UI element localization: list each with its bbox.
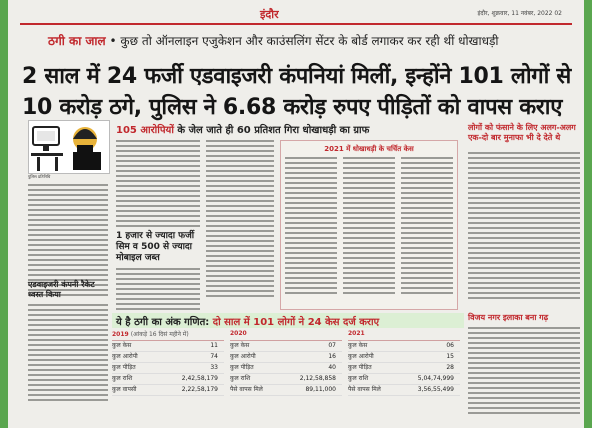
stats-band-title: दो साल में 101 लोगों ने 24 केस दर्ज कराए (212, 317, 380, 328)
table-row: कुल वापसी 2,22,58,179 (112, 385, 224, 396)
table-row: कुल पीड़ित 40 (230, 363, 342, 374)
table-row: कुल राशि 5,04,74,999 (348, 374, 460, 385)
year-label: 2021 (348, 330, 365, 337)
city-name: इंदौर (260, 8, 279, 21)
headline-line-1: 2 साल में 24 फर्जी एडवाइजरी कंपनियां मिलीं, इन्होंने 101 लोगों से (22, 64, 571, 89)
table-row: पैसे वापस मिले 89,11,000 (230, 385, 342, 396)
table-row: कुल आरोपी 16 (230, 352, 342, 363)
photo-caption: पुलिस प्रतिनिधि (28, 174, 51, 179)
stats-year-2020 (230, 330, 342, 414)
red-rule (20, 23, 572, 25)
table-row: कुल राशि 2,12,58,858 (230, 374, 342, 385)
table-row: कुल पीड़ित 33 (112, 363, 224, 374)
left-bottom (28, 280, 108, 404)
table-row: कुल केस 07 (230, 341, 342, 352)
table-row: कुल केस 06 (348, 341, 460, 352)
kicker-lead: ठगी का जाल (48, 34, 106, 48)
table-row: पैसे वापस मिले 3,56,55,499 (348, 385, 460, 396)
fraud-illustration (28, 120, 110, 174)
sim-seized-subhead: 1 हजार से ज्यादा फर्जी सिम व 500 से ज्यादा मोबाइल जब्त (116, 231, 195, 263)
stats-table (112, 330, 464, 414)
year-note: (आंकड़े 16 दिसं महीने में) (130, 331, 189, 338)
stats-band (112, 313, 464, 328)
red-subheading (116, 122, 369, 136)
right-column-text (468, 152, 580, 302)
stats-year-2019 (112, 330, 224, 414)
middle-column-1 (116, 140, 200, 328)
right-bottom-title: विजय नगर इलाका बना गढ़ (468, 313, 549, 322)
year-label: 2019 (112, 331, 129, 338)
dateline: इंदौर, शुक्रवार, 11 नवंबर, 2022 02 (477, 10, 562, 17)
middle-column-2 (206, 140, 274, 300)
green-border-left (0, 0, 8, 428)
headline-line-2: 10 करोड़ ठगे, पुलिस ने 6.68 करोड़ रुपए पीड़ितों को वापस कराए (22, 95, 563, 120)
left-subhead: एडवाइजरी कंपनी रैकेट ध्वस्त किया (28, 280, 95, 299)
kicker: ठगी का जाल • कुछ तो ऑनलाइन एजुकेशन और काउंसलिंग सेंटर के बोर्ड लगाकर कर रही थीं धोखाधड़ी (48, 34, 499, 48)
year-label: 2020 (230, 330, 247, 337)
table-row: कुल आरोपी 74 (112, 352, 224, 363)
right-bottom-section (468, 312, 580, 417)
red-sub-lead: 105 आरोपियों (116, 125, 174, 136)
table-row: कुल राशि 2,42,58,179 (112, 374, 224, 385)
computer-user-icon (29, 121, 109, 173)
right-column-intro: लोगों को फंसाने के लिए अलग-अलग एक-दो बार मुनाफा भी दे देते थे (468, 123, 576, 142)
table-row: कुल केस 11 (112, 341, 224, 352)
stats-year-2021 (348, 330, 460, 414)
cases-title: 2021 में धोखाधड़ी के चर्चित केस (324, 145, 414, 153)
kicker-text: कुछ तो ऑनलाइन एजुकेशन और काउंसलिंग सेंटर के बोर्ड लगाकर कर रही थीं धोखाधड़ी (120, 34, 499, 48)
table-row: कुल पीड़ित 28 (348, 363, 460, 374)
red-sub-rest: के जेल जाते ही 60 प्रतिशत गिरा धोखाधड़ी का ग्राफ (177, 125, 370, 136)
stats-band-prefix: ये है ठगी का अंक गणित: (116, 317, 210, 328)
green-border-right (584, 0, 592, 428)
table-row: कुल आरोपी 15 (348, 352, 460, 363)
notable-cases-box (280, 140, 458, 310)
